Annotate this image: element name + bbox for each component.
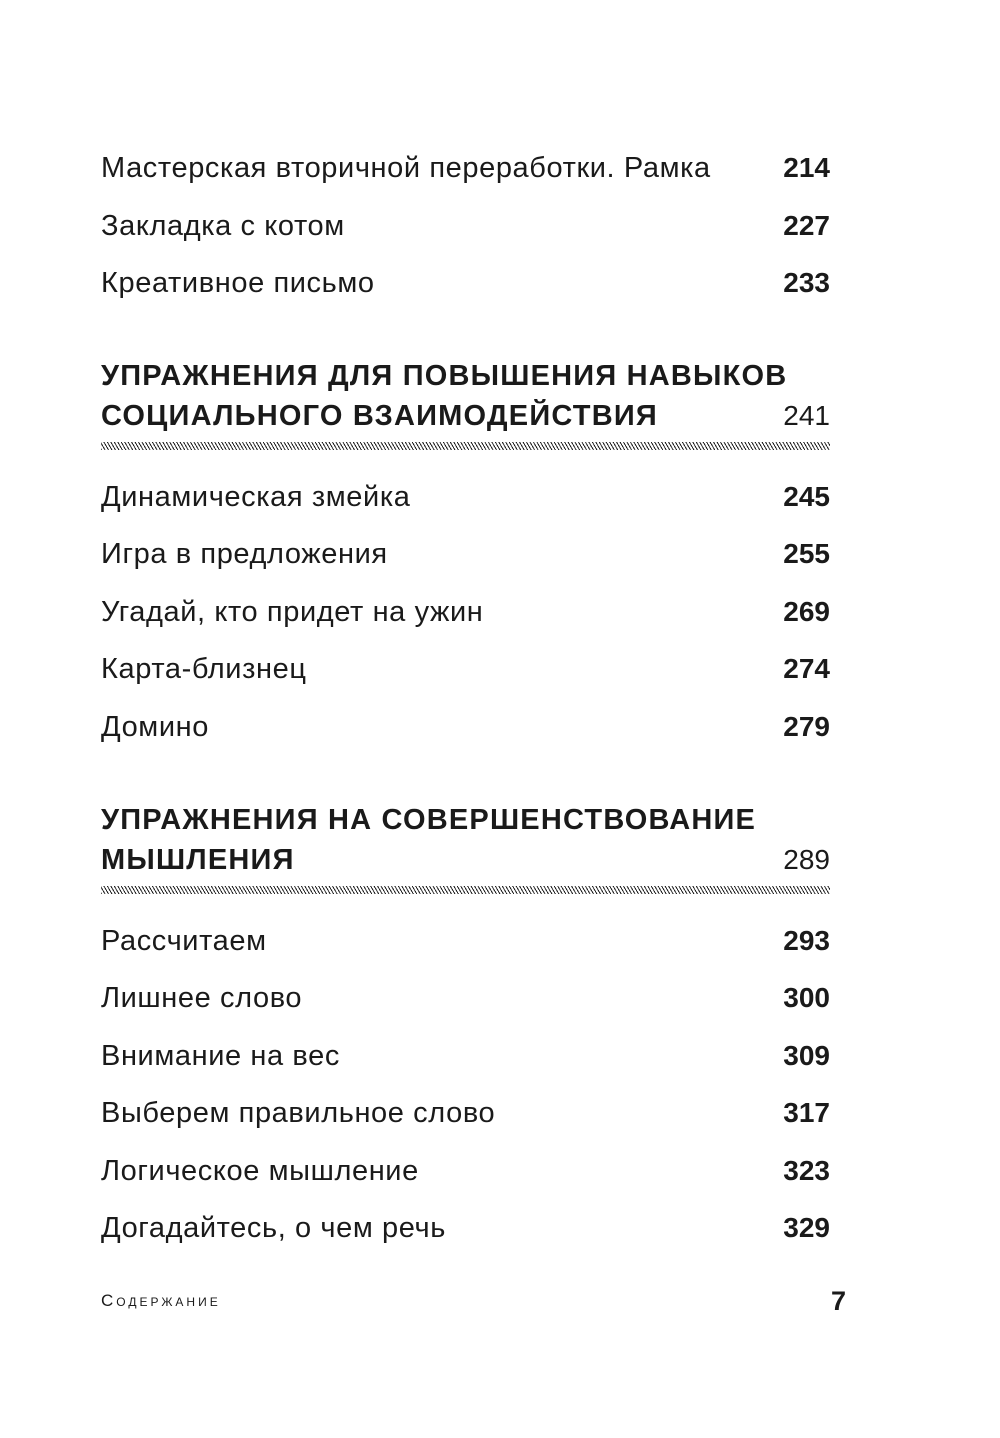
page-number: 7 [830, 1285, 846, 1316]
section-divider [101, 442, 830, 450]
toc-entry-page: 233 [783, 267, 830, 298]
toc-section-social[interactable] [101, 356, 830, 436]
toc-entry[interactable] [101, 534, 830, 574]
toc-entry-title: Динамическая змейка [101, 480, 411, 513]
toc-entry[interactable] [101, 1151, 830, 1191]
toc-entry-title: Рассчитаем [101, 924, 267, 957]
toc-entry-title: Игра в предложения [101, 537, 388, 570]
toc-entry-page: 255 [783, 538, 830, 569]
toc-entry-title: Лишнее слово [101, 981, 303, 1014]
running-header: Содержание [101, 1291, 221, 1310]
section-title-line1: УПРАЖНЕНИЯ НА СОВЕРШЕНСТВОВАНИЕ [101, 803, 757, 836]
toc-entry-page: 300 [783, 982, 830, 1013]
toc-entry-page: 269 [783, 596, 830, 627]
toc-entry-title: Догадайтесь, о чем речь [101, 1211, 446, 1244]
toc-entry-page: 309 [783, 1040, 830, 1071]
toc-entry-page: 274 [783, 653, 830, 684]
toc-entry-page: 214 [783, 152, 830, 183]
toc-entry[interactable] [101, 263, 830, 303]
section-page: 241 [783, 400, 830, 431]
toc-entry-page: 227 [783, 210, 830, 241]
toc-entry[interactable] [101, 921, 830, 961]
toc-entry[interactable] [101, 978, 830, 1018]
toc-entry[interactable] [101, 707, 830, 747]
toc-entry-title: Домино [101, 710, 209, 743]
toc-entry-title: Внимание на вес [101, 1039, 340, 1072]
toc-entry[interactable] [101, 649, 830, 689]
page-footer [101, 1286, 846, 1316]
toc-entry-page: 279 [783, 711, 830, 742]
toc-entry[interactable] [101, 206, 830, 246]
section-divider [101, 886, 830, 894]
section-title-line1: УПРАЖНЕНИЯ ДЛЯ ПОВЫШЕНИЯ НАВЫКОВ [101, 359, 788, 392]
toc-entry-page: 245 [783, 481, 830, 512]
toc-entry-page: 329 [783, 1212, 830, 1243]
toc-entry[interactable] [101, 592, 830, 632]
toc-entry-title: Мастерская вторичной переработки. Рамка [101, 151, 711, 184]
section-page: 289 [783, 844, 830, 875]
toc-section-thinking[interactable] [101, 800, 830, 880]
toc-entry[interactable] [101, 1093, 830, 1133]
toc-entry-title: Закладка с котом [101, 209, 345, 242]
toc-entry-title: Креативное письмо [101, 266, 375, 299]
toc-entry-title: Карта-близнец [101, 652, 307, 685]
toc-entry[interactable] [101, 477, 830, 517]
toc-entry-page: 323 [783, 1155, 830, 1186]
toc-entry-page: 317 [783, 1097, 830, 1128]
toc-entry-title: Выберем правильное слово [101, 1096, 496, 1129]
toc-entry-title: Логическое мышление [101, 1154, 419, 1187]
toc-entry[interactable] [101, 148, 830, 188]
toc-entry[interactable] [101, 1208, 830, 1248]
toc-entry-page: 293 [783, 925, 830, 956]
section-title-line2: МЫШЛЕНИЯ [101, 843, 295, 876]
toc-entry[interactable] [101, 1036, 830, 1076]
toc-entry-title: Угадай, кто придет на ужин [101, 595, 484, 628]
section-title-line2: СОЦИАЛЬНОГО ВЗАИМОДЕЙСТВИЯ [101, 399, 658, 432]
